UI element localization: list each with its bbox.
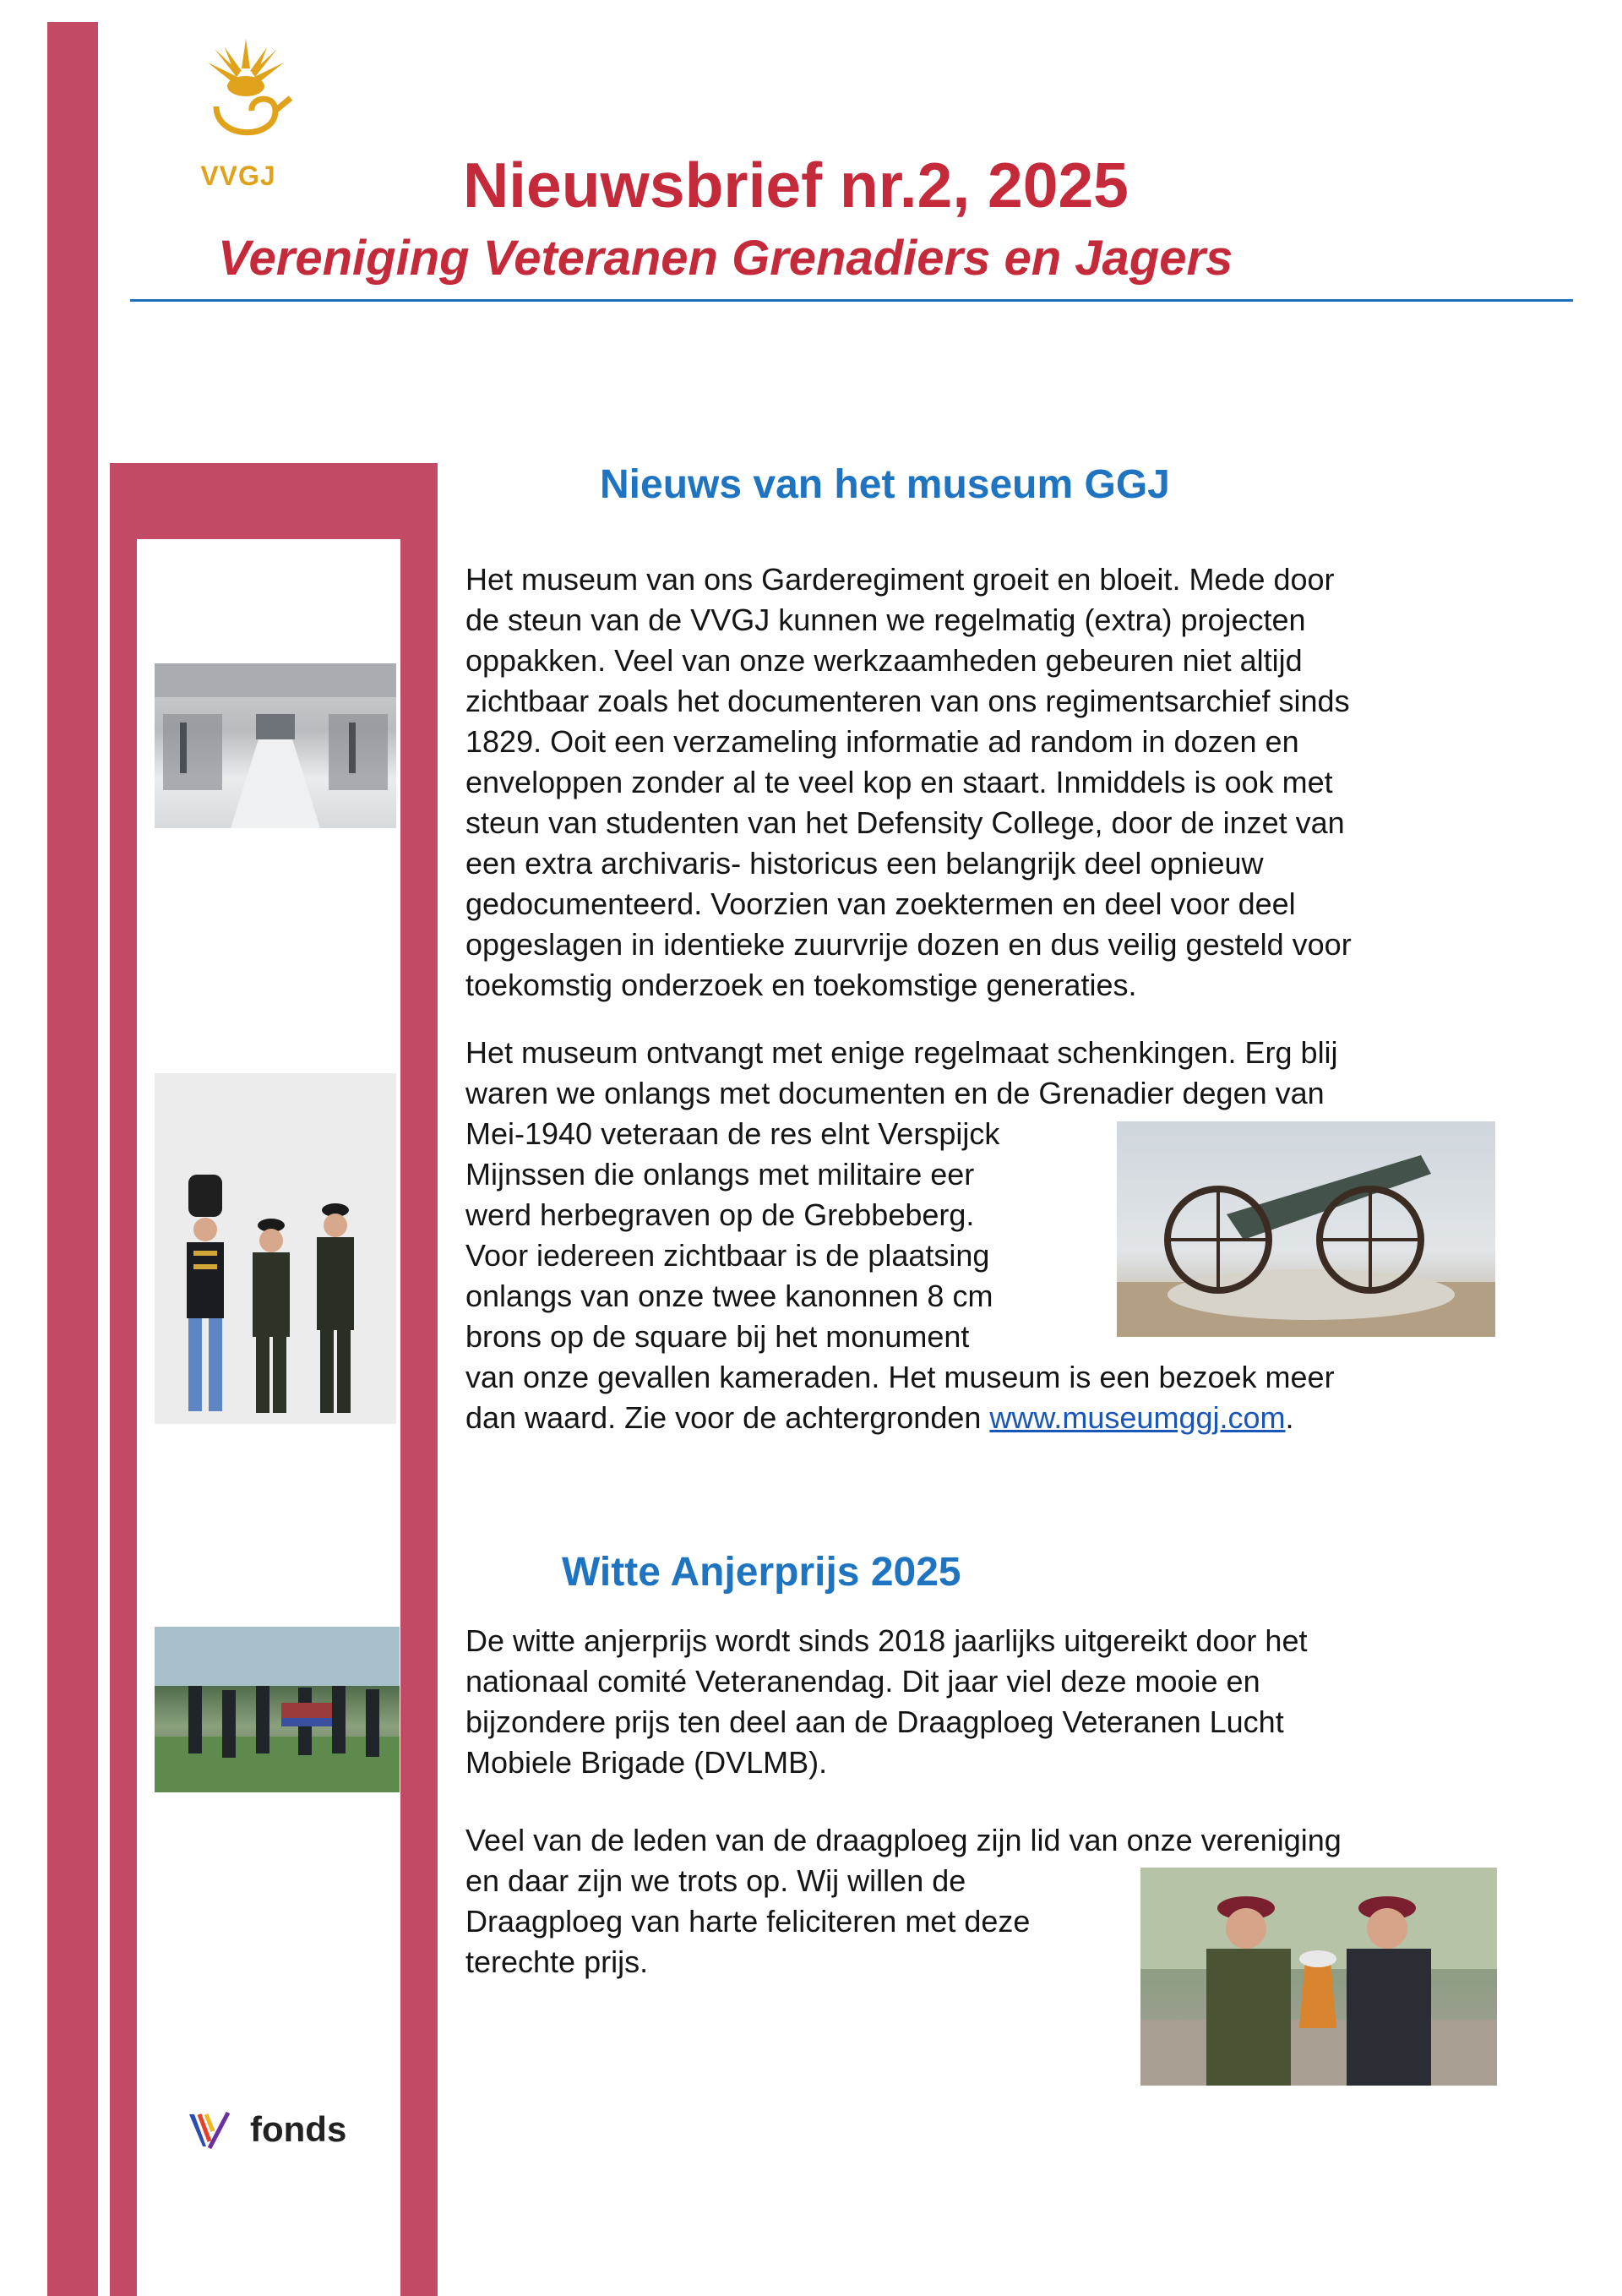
text-line: een extra archivaris- historicus een belangrijk deel opnieuw [465,846,1264,881]
text-line: zichtbaar zoals het documenteren van ons regimentsarchief sinds [465,684,1350,718]
text-line: en daar zijn we trots op. Wij willen de [465,1863,966,1898]
text-line: oppakken. Veel van onze werkzaamheden gebeuren niet altijd [465,643,1303,678]
fonds-label: fonds [250,2109,347,2149]
vfonds-icon [188,2111,230,2150]
sidebar-bar [47,22,98,2296]
text-line: toekomstig onderzoek en toekomstige generaties. [465,968,1137,1002]
text-line: terechte prijs. [465,1944,649,1979]
bronze-cannon-photo [1117,1121,1495,1337]
text-line: Het museum van ons Garderegiment groeit en bloeit. Mede door [465,562,1335,597]
text-line: Draagploeg van harte feliciteren met deze [465,1904,1031,1939]
text-line: Veel van de leden van de draagploeg zijn lid van onze vereniging [465,1823,1342,1857]
text-line: onlangs van onze twee kanonnen 8 cm [465,1279,993,1313]
text-line: de steun van de VVGJ kunnen we regelmatig (extra) projecten [465,603,1306,637]
text-line: Mei-1940 veteraan de res elnt Verspijck [465,1116,1000,1151]
text-line: van onze gevallen kameraden. Het museum is een bezoek meer [465,1360,1335,1394]
text-line: Mobiele Brigade (DVLMB). [465,1745,828,1780]
museum-hall-photo [155,663,396,828]
museum-paragraph-1 [465,559,1352,1006]
award-presentation-photo [1140,1868,1497,2086]
text-line [465,1398,1338,1438]
text-line: opgeslagen in identieke zuurvrije dozen en dus veilig gesteld voor [465,927,1352,962]
text-line: gedocumenteerd. Voorzien van zoektermen en deel voor deel [465,886,1296,921]
text-line: Mijnssen die onlangs met militaire eer [465,1157,975,1192]
text-line: bijzondere prijs ten deel aan de Draagploeg Veteranen Lucht [465,1704,1284,1739]
text-line: steun van studenten van het Defensity College, door de inzet van [465,805,1345,840]
text-line: 1829. Ooit een verzameling informatie ad random in dozen en [465,724,1299,759]
text-line: Voor iedereen zichtbaar is de plaatsing [465,1238,990,1273]
guard-uniforms-photo [155,1073,396,1424]
section-heading-museum: Nieuws van het museum GGJ [600,462,1170,507]
text-line: De witte anjerprijs wordt sinds 2018 jaarlijks uitgereikt door het [465,1623,1308,1658]
newsletter-subtitle: Vereniging Veteranen Grenadiers en Jagers [218,231,1233,286]
text-line: enveloppen zonder al te veel kop en staart. Inmiddels is ook met [465,765,1333,799]
newsletter-title: Nieuwsbrief nr.2, 2025 [463,150,1129,221]
section-heading-anjerprijs: Witte Anjerprijs 2025 [562,1550,961,1595]
grenade-horn-logo-icon [191,30,301,157]
text-line: werd herbegraven op de Grebbeberg. [465,1197,975,1232]
text-span: dan waard. Zie voor de achtergronden [465,1400,990,1435]
logo-text: VVGJ [200,161,276,191]
museum-website-link[interactable]: www.museumggj.com [989,1400,1286,1435]
ceremony-photo [155,1627,400,1792]
anjer-paragraph-1 [465,1621,1307,1783]
text-line: brons op de square bij het monument [465,1319,970,1354]
text-line: nationaal comité Veteranendag. Dit jaar viel deze mooie en [465,1664,1260,1699]
header-divider [130,299,1573,302]
text-line: waren we onlangs met documenten en de Grenadier degen van [465,1076,1325,1110]
text-line: Het museum ontvangt met enige regelmaat schenkingen. Erg blij [465,1035,1338,1070]
text-span: . [1285,1400,1294,1435]
